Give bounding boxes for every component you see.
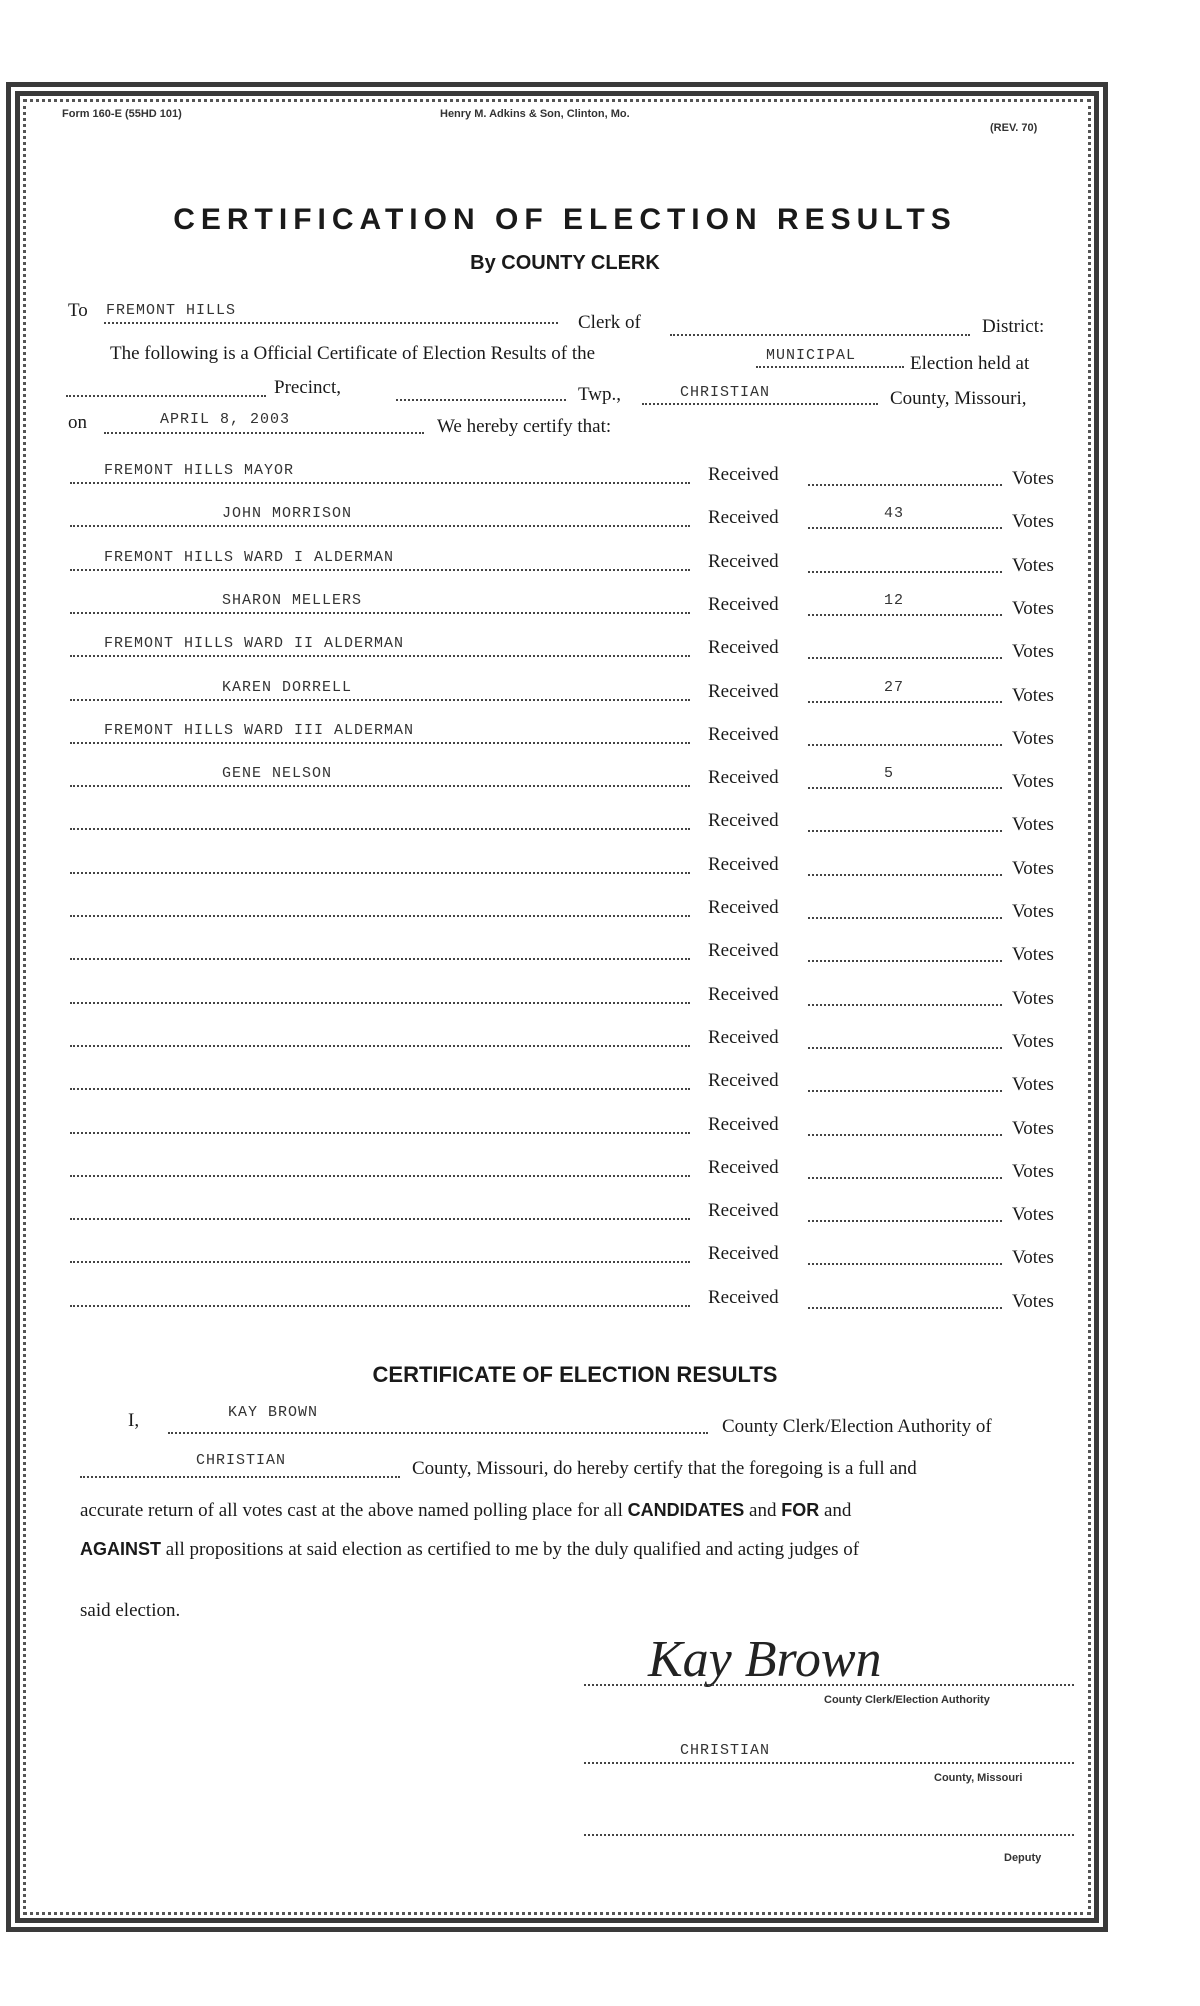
received-label: Received [708,1287,779,1308]
votes-label: Votes [1012,988,1054,1009]
precinct-label: Precinct, [274,377,342,398]
name-field-line [70,482,690,484]
received-label: Received [708,854,779,875]
twp-line [396,399,566,401]
name-field-line [70,828,690,830]
cert-text-against: AGAINST [80,1539,161,1559]
cert-text-2 [80,1491,1072,1530]
votes-field-line [808,1090,1002,1092]
deputy-caption: Deputy [1004,1852,1042,1864]
deputy-line [584,1834,1074,1836]
votes-field-line [808,917,1002,919]
received-label: Received [708,1114,779,1135]
votes-field-line [808,614,1002,616]
received-label: Received [708,551,779,572]
name-field-line [70,1261,690,1263]
county-missouri-label: County, Missouri, [890,388,1027,409]
office-name: FREMONT HILLS WARD III ALDERMAN [104,722,415,739]
votes-label: Votes [1012,771,1054,792]
precinct-line [66,395,266,397]
vote-count: 43 [884,505,905,522]
votes-field-line [808,787,1002,789]
received-label: Received [708,724,779,745]
following-text: The following is a Official Certificate of Election Results of the [110,343,596,364]
name-field-line [70,958,690,960]
received-label: Received [708,681,779,702]
votes-field-line [808,874,1002,876]
office-name: FREMONT HILLS WARD I ALDERMAN [104,549,395,566]
votes-field-line [808,1177,1002,1179]
twp-label: Twp., [578,384,622,405]
votes-label: Votes [1012,598,1054,619]
votes-label: Votes [1012,1291,1054,1312]
clerk-signature [640,1618,930,1703]
sig-county-value: CHRISTIAN [680,1742,771,1759]
name-field-line [70,1218,690,1220]
county-line [642,403,878,405]
cert-text-2a: accurate return of all votes cast at the above named polling place for all [80,1500,623,1521]
date-value: APRIL 8, 2003 [160,411,291,428]
votes-label: Votes [1012,511,1054,532]
votes-field-line [808,1307,1002,1309]
name-field-line [70,1132,690,1134]
cert-text-3 [80,1530,1072,1569]
document-title: CERTIFICATION OF ELECTION RESULTS [173,203,957,236]
candidate-name: JOHN MORRISON [222,505,353,522]
name-field-line [70,1002,690,1004]
votes-field-line [808,744,1002,746]
cert-i-label: I, [128,1410,140,1431]
cert-text-for: FOR [781,1500,820,1520]
votes-field-line [808,484,1002,486]
votes-field-line [808,1047,1002,1049]
name-field-line [70,612,690,614]
votes-label: Votes [1012,901,1054,922]
cert-text-2c: and [749,1500,777,1521]
vote-count: 12 [884,592,905,609]
candidate-name: GENE NELSON [222,765,333,782]
votes-label: Votes [1012,944,1054,965]
votes-label: Votes [1012,468,1054,489]
county-value: CHRISTIAN [680,384,771,401]
cert-text-2e: and [823,1500,852,1521]
office-name: FREMONT HILLS MAYOR [104,462,295,479]
received-label: Received [708,897,779,918]
vote-count: 5 [884,765,895,782]
votes-label: Votes [1012,1204,1054,1225]
to-label: To [68,300,88,321]
election-held-label: Election held at [910,353,1030,374]
received-label: Received [708,1243,779,1264]
to-field-line [104,322,558,324]
votes-label: Votes [1012,1074,1054,1095]
name-field-line [70,655,690,657]
certificate-title: CERTIFICATE OF ELECTION RESULTS [372,1362,778,1387]
to-value: FREMONT HILLS [106,302,237,319]
signature-caption: County Clerk/Election Authority [824,1694,990,1706]
received-label: Received [708,1070,779,1091]
votes-label: Votes [1012,728,1054,749]
received-label: Received [708,1157,779,1178]
votes-field-line [808,571,1002,573]
votes-label: Votes [1012,685,1054,706]
votes-label: Votes [1012,641,1054,662]
cert-text-1: County, Missouri, do hereby certify that the foregoing is a full and [412,1458,917,1479]
clerk-of-line [670,334,970,336]
received-label: Received [708,767,779,788]
name-field-line [70,915,690,917]
candidate-name: KAREN DORRELL [222,679,353,696]
cert-text-4: said election. [80,1600,181,1621]
name-field-line [70,569,690,571]
name-field-line [70,785,690,787]
name-field-line [70,872,690,874]
votes-field-line [808,830,1002,832]
sig-county-line [584,1762,1074,1764]
signature-text: Kay Brown [648,1631,882,1688]
county-caption: County, Missouri [934,1772,1023,1784]
received-label: Received [708,1027,779,1048]
votes-label: Votes [1012,1031,1054,1052]
signature-line [584,1684,1074,1686]
clerk-name: KAY BROWN [228,1404,319,1421]
votes-field-line [808,1220,1002,1222]
cert-county-value: CHRISTIAN [196,1452,287,1469]
name-field-line [70,742,690,744]
votes-label: Votes [1012,1247,1054,1268]
name-field-line [70,1088,690,1090]
votes-field-line [808,657,1002,659]
votes-label: Votes [1012,814,1054,835]
received-label: Received [708,507,779,528]
received-label: Received [708,1200,779,1221]
name-field-line [70,699,690,701]
votes-field-line [808,1263,1002,1265]
clerk-authority-label: County Clerk/Election Authority of [722,1416,992,1437]
form-number: Form 160-E (55HD 101) [62,108,182,120]
received-label: Received [708,637,779,658]
election-type: MUNICIPAL [766,347,857,364]
date-line [104,432,424,434]
votes-field-line [808,1134,1002,1136]
votes-label: Votes [1012,1161,1054,1182]
cert-text-3b: all propositions at said election as certified to me by the duly qualified and acting judges of [165,1539,860,1560]
votes-label: Votes [1012,555,1054,576]
received-label: Received [708,984,779,1005]
votes-field-line [808,527,1002,529]
vote-count: 27 [884,679,905,696]
votes-label: Votes [1012,858,1054,879]
received-label: Received [708,810,779,831]
received-label: Received [708,594,779,615]
district-label: District: [982,316,1045,337]
clerk-name-line [168,1432,708,1434]
cert-county-line [80,1476,400,1478]
name-field-line [70,525,690,527]
revision: (REV. 70) [990,122,1038,134]
received-label: Received [708,464,779,485]
received-label: Received [708,940,779,961]
name-field-line [70,1045,690,1047]
cert-text-candidates: CANDIDATES [627,1500,745,1520]
on-label: on [68,412,87,433]
election-type-line [756,366,904,368]
name-field-line [70,1175,690,1177]
office-name: FREMONT HILLS WARD II ALDERMAN [104,635,405,652]
votes-label: Votes [1012,1118,1054,1139]
votes-field-line [808,960,1002,962]
certify-label: We hereby certify that: [437,416,612,437]
votes-field-line [808,701,1002,703]
votes-field-line [808,1004,1002,1006]
clerk-of-label: Clerk of [578,312,641,333]
document-subtitle: By COUNTY CLERK [470,252,660,274]
candidate-name: SHARON MELLERS [222,592,363,609]
name-field-line [70,1305,690,1307]
printer-name: Henry M. Adkins & Son, Clinton, Mo. [440,108,630,120]
